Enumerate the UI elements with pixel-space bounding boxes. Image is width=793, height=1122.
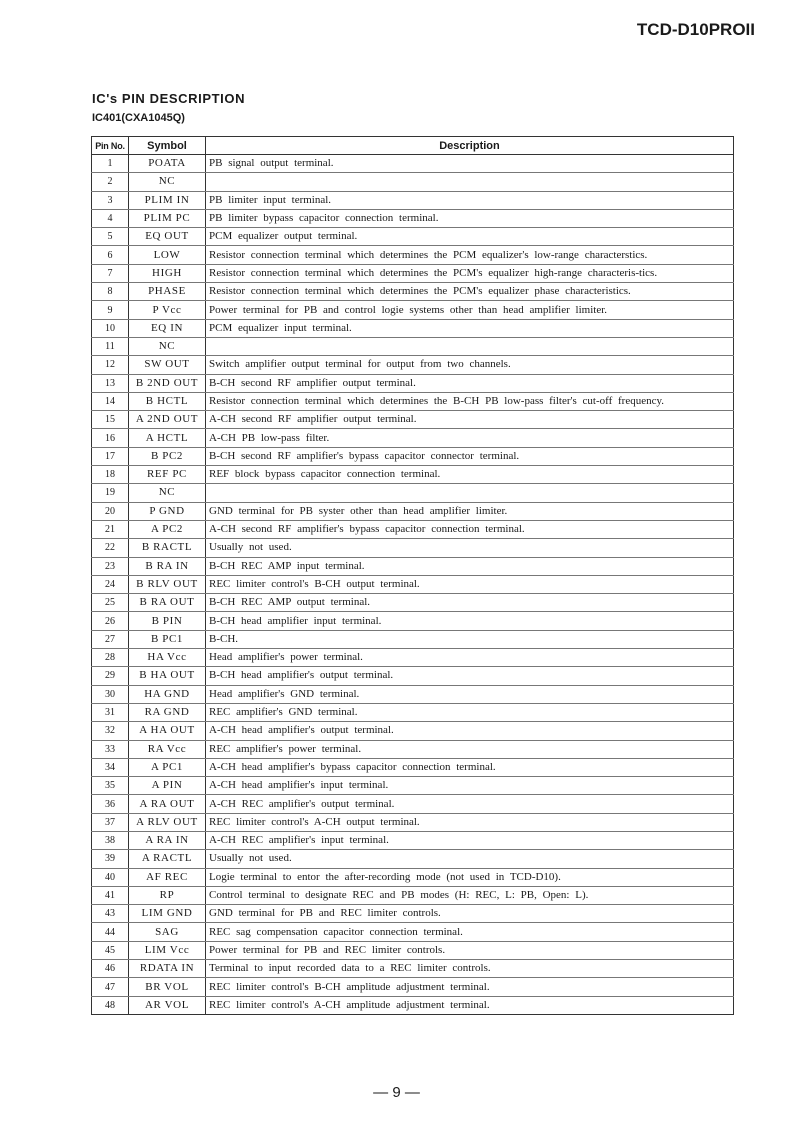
pin-number-cell: 13	[92, 374, 129, 392]
description-cell: Control terminal to designate REC and PB modes (H: REC, L: PB, Open: L).	[206, 886, 734, 904]
pin-description-table	[91, 136, 734, 1015]
table-row	[92, 429, 734, 447]
description-cell: Terminal to input recorded data to a REC limiter controls.	[206, 960, 734, 978]
ic-designation: IC401(CXA1045Q)	[92, 112, 185, 124]
symbol-cell: EQ IN	[129, 319, 206, 337]
symbol-header: Symbol	[129, 137, 206, 155]
table-row	[92, 173, 734, 191]
symbol-cell: B HA OUT	[129, 667, 206, 685]
pin-number-cell: 38	[92, 831, 129, 849]
pin-number-cell: 37	[92, 813, 129, 831]
description-cell: A-CH PB low-pass filter.	[206, 429, 734, 447]
description-cell: PCM equalizer input terminal.	[206, 319, 734, 337]
table-row	[92, 831, 734, 849]
description-cell: GND terminal for PB syster other than head amplifier limiter.	[206, 502, 734, 520]
table-row	[92, 209, 734, 227]
description-cell: PB limiter input terminal.	[206, 191, 734, 209]
symbol-cell: SW OUT	[129, 356, 206, 374]
pin-number-cell: 1	[92, 155, 129, 173]
table-row	[92, 301, 734, 319]
description-cell: REF block bypass capacitor connection terminal.	[206, 466, 734, 484]
description-cell: B-CH.	[206, 630, 734, 648]
table-row	[92, 777, 734, 795]
table-row	[92, 685, 734, 703]
table-row	[92, 392, 734, 410]
symbol-cell: B RA IN	[129, 557, 206, 575]
pin-number-cell: 48	[92, 996, 129, 1014]
table-row	[92, 520, 734, 538]
pin-number-cell: 30	[92, 685, 129, 703]
symbol-cell: PHASE	[129, 283, 206, 301]
table-row	[92, 740, 734, 758]
pin-number-cell: 20	[92, 502, 129, 520]
pin-number-cell: 41	[92, 886, 129, 904]
symbol-cell: A RA IN	[129, 831, 206, 849]
description-cell: A-CH second RF amplifier output terminal.	[206, 411, 734, 429]
description-cell: REC limiter control's B-CH amplitude adjustment terminal.	[206, 978, 734, 996]
description-cell: Usually not used.	[206, 539, 734, 557]
description-cell: REC amplifier's GND terminal.	[206, 703, 734, 721]
description-cell: PB limiter bypass capacitor connection terminal.	[206, 209, 734, 227]
symbol-cell: HIGH	[129, 264, 206, 282]
symbol-cell: NC	[129, 173, 206, 191]
table-row	[92, 155, 734, 173]
table-row	[92, 575, 734, 593]
description-cell: Resistor connection terminal which determines the PCM's equalizer high-range characteris-tics.	[206, 264, 734, 282]
table-row	[92, 722, 734, 740]
table-row	[92, 502, 734, 520]
pin-number-cell: 24	[92, 575, 129, 593]
description-cell: Usually not used.	[206, 850, 734, 868]
symbol-cell: A HCTL	[129, 429, 206, 447]
symbol-cell: SAG	[129, 923, 206, 941]
pin-number-cell: 27	[92, 630, 129, 648]
description-cell: B-CH second RF amplifier output terminal.	[206, 374, 734, 392]
description-cell: A-CH second RF amplifier's bypass capacitor connection terminal.	[206, 520, 734, 538]
pin-number-cell: 33	[92, 740, 129, 758]
symbol-cell: HA Vcc	[129, 649, 206, 667]
pin-number-cell: 46	[92, 960, 129, 978]
pin-number-cell: 11	[92, 337, 129, 355]
pin-number-cell: 6	[92, 246, 129, 264]
description-cell: GND terminal for PB and REC limiter controls.	[206, 905, 734, 923]
symbol-cell: P Vcc	[129, 301, 206, 319]
symbol-cell: B RACTL	[129, 539, 206, 557]
pin-number-cell: 23	[92, 557, 129, 575]
table-row	[92, 612, 734, 630]
description-cell: B-CH second RF amplifier's bypass capacitor connector terminal.	[206, 447, 734, 465]
table-row	[92, 795, 734, 813]
table-row	[92, 246, 734, 264]
symbol-cell: NC	[129, 484, 206, 502]
table-row	[92, 960, 734, 978]
table-row	[92, 886, 734, 904]
table-row	[92, 905, 734, 923]
table-row	[92, 447, 734, 465]
pin-number-cell: 3	[92, 191, 129, 209]
pin-number-cell: 17	[92, 447, 129, 465]
table-row	[92, 941, 734, 959]
symbol-cell: A RACTL	[129, 850, 206, 868]
pin-number-cell: 25	[92, 594, 129, 612]
pin-number-cell: 39	[92, 850, 129, 868]
table-row	[92, 264, 734, 282]
symbol-cell: RA Vcc	[129, 740, 206, 758]
table-row	[92, 228, 734, 246]
pin-number-cell: 15	[92, 411, 129, 429]
pin-no-header: Pin No.	[92, 137, 129, 155]
symbol-cell: RA GND	[129, 703, 206, 721]
pin-number-cell: 47	[92, 978, 129, 996]
description-cell: Logie terminal to entor the after-recording mode (not used in TCD-D10).	[206, 868, 734, 886]
symbol-cell: A PIN	[129, 777, 206, 795]
table-row	[92, 374, 734, 392]
description-cell: A-CH head amplifier's bypass capacitor connection terminal.	[206, 758, 734, 776]
page-number: — 9 —	[373, 1084, 420, 1101]
description-cell: B-CH REC AMP output terminal.	[206, 594, 734, 612]
symbol-cell: AF REC	[129, 868, 206, 886]
pin-number-cell: 22	[92, 539, 129, 557]
description-cell: Switch amplifier output terminal for output from two channels.	[206, 356, 734, 374]
description-cell: Power terminal for PB and REC limiter controls.	[206, 941, 734, 959]
pin-number-cell: 34	[92, 758, 129, 776]
pin-number-cell: 21	[92, 520, 129, 538]
description-cell: PCM equalizer output terminal.	[206, 228, 734, 246]
symbol-cell: RDATA IN	[129, 960, 206, 978]
pin-number-cell: 18	[92, 466, 129, 484]
description-cell	[206, 173, 734, 191]
symbol-cell: BR VOL	[129, 978, 206, 996]
symbol-cell: B RLV OUT	[129, 575, 206, 593]
table-row	[92, 466, 734, 484]
table-row	[92, 813, 734, 831]
symbol-cell: A RLV OUT	[129, 813, 206, 831]
symbol-cell: POATA	[129, 155, 206, 173]
symbol-cell: A PC1	[129, 758, 206, 776]
table-row	[92, 557, 734, 575]
symbol-cell: B RA OUT	[129, 594, 206, 612]
description-cell: REC limiter control's A-CH amplitude adjustment terminal.	[206, 996, 734, 1014]
pin-number-cell: 14	[92, 392, 129, 410]
symbol-cell: HA GND	[129, 685, 206, 703]
symbol-cell: AR VOL	[129, 996, 206, 1014]
symbol-cell: B PC2	[129, 447, 206, 465]
table-row	[92, 539, 734, 557]
table-row	[92, 758, 734, 776]
pin-number-cell: 9	[92, 301, 129, 319]
pin-number-cell: 32	[92, 722, 129, 740]
table-row	[92, 283, 734, 301]
symbol-cell: REF PC	[129, 466, 206, 484]
pin-number-cell: 19	[92, 484, 129, 502]
symbol-cell: LIM Vcc	[129, 941, 206, 959]
table-row	[92, 337, 734, 355]
table-row	[92, 594, 734, 612]
description-cell: Power terminal for PB and control logie systems other than head amplifier limiter.	[206, 301, 734, 319]
description-cell: A-CH REC amplifier's output terminal.	[206, 795, 734, 813]
symbol-cell: B HCTL	[129, 392, 206, 410]
pin-number-cell: 12	[92, 356, 129, 374]
symbol-cell: A PC2	[129, 520, 206, 538]
description-cell: B-CH head amplifier input terminal.	[206, 612, 734, 630]
table-row	[92, 850, 734, 868]
pin-number-cell: 31	[92, 703, 129, 721]
table-row	[92, 978, 734, 996]
description-cell: A-CH REC amplifier's input terminal.	[206, 831, 734, 849]
description-cell: Resistor connection terminal which determines the B-CH PB low-pass filter's cut-off frequency.	[206, 392, 734, 410]
symbol-cell: B PIN	[129, 612, 206, 630]
table-row	[92, 630, 734, 648]
table-row	[92, 996, 734, 1014]
pin-number-cell: 10	[92, 319, 129, 337]
pin-number-cell: 7	[92, 264, 129, 282]
symbol-cell: PLIM IN	[129, 191, 206, 209]
symbol-cell: NC	[129, 337, 206, 355]
pin-number-cell: 2	[92, 173, 129, 191]
symbol-cell: PLIM PC	[129, 209, 206, 227]
pin-number-cell: 43	[92, 905, 129, 923]
pin-number-cell: 16	[92, 429, 129, 447]
symbol-cell: LIM GND	[129, 905, 206, 923]
pin-number-cell: 5	[92, 228, 129, 246]
model-number: TCD-D10PROII	[636, 20, 755, 39]
symbol-cell: P GND	[129, 502, 206, 520]
description-cell: REC limiter control's A-CH output terminal.	[206, 813, 734, 831]
pin-number-cell: 40	[92, 868, 129, 886]
description-cell: B-CH head amplifier's output terminal.	[206, 667, 734, 685]
pin-number-cell: 36	[92, 795, 129, 813]
pin-rows	[92, 155, 734, 1015]
table-row	[92, 667, 734, 685]
description-cell: A-CH head amplifier's output terminal.	[206, 722, 734, 740]
description-cell: Head amplifier's power terminal.	[206, 649, 734, 667]
pin-number-cell: 44	[92, 923, 129, 941]
symbol-cell: B 2ND OUT	[129, 374, 206, 392]
description-header: Description	[206, 137, 734, 155]
description-cell: REC amplifier's power terminal.	[206, 740, 734, 758]
description-cell: REC limiter control's B-CH output terminal.	[206, 575, 734, 593]
symbol-cell: EQ OUT	[129, 228, 206, 246]
table-row	[92, 868, 734, 886]
description-cell: Resistor connection terminal which determines the PCM's equalizer phase characteristics.	[206, 283, 734, 301]
description-cell: Resistor connection terminal which determines the PCM equalizer's low-range characterstics.	[206, 246, 734, 264]
table-row	[92, 356, 734, 374]
section-title: IC's PIN DESCRIPTION	[92, 91, 246, 106]
table-row	[92, 703, 734, 721]
symbol-cell: LOW	[129, 246, 206, 264]
pin-number-cell: 29	[92, 667, 129, 685]
description-cell: B-CH REC AMP input terminal.	[206, 557, 734, 575]
description-cell	[206, 484, 734, 502]
pin-number-cell: 26	[92, 612, 129, 630]
table-row	[92, 484, 734, 502]
table-row	[92, 191, 734, 209]
description-cell: PB signal output terminal.	[206, 155, 734, 173]
description-cell: REC sag compensation capacitor connection terminal.	[206, 923, 734, 941]
pin-number-cell: 8	[92, 283, 129, 301]
table-header-row	[92, 137, 734, 155]
description-cell: A-CH head amplifier's input terminal.	[206, 777, 734, 795]
symbol-cell: A RA OUT	[129, 795, 206, 813]
table-row	[92, 923, 734, 941]
symbol-cell: A HA OUT	[129, 722, 206, 740]
table-row	[92, 411, 734, 429]
symbol-cell: B PC1	[129, 630, 206, 648]
pin-number-cell: 4	[92, 209, 129, 227]
symbol-cell: A 2ND OUT	[129, 411, 206, 429]
description-cell	[206, 337, 734, 355]
description-cell: Head amplifier's GND terminal.	[206, 685, 734, 703]
pin-number-cell: 35	[92, 777, 129, 795]
table-row	[92, 319, 734, 337]
table-row	[92, 649, 734, 667]
pin-number-cell: 28	[92, 649, 129, 667]
symbol-cell: RP	[129, 886, 206, 904]
pin-number-cell: 45	[92, 941, 129, 959]
